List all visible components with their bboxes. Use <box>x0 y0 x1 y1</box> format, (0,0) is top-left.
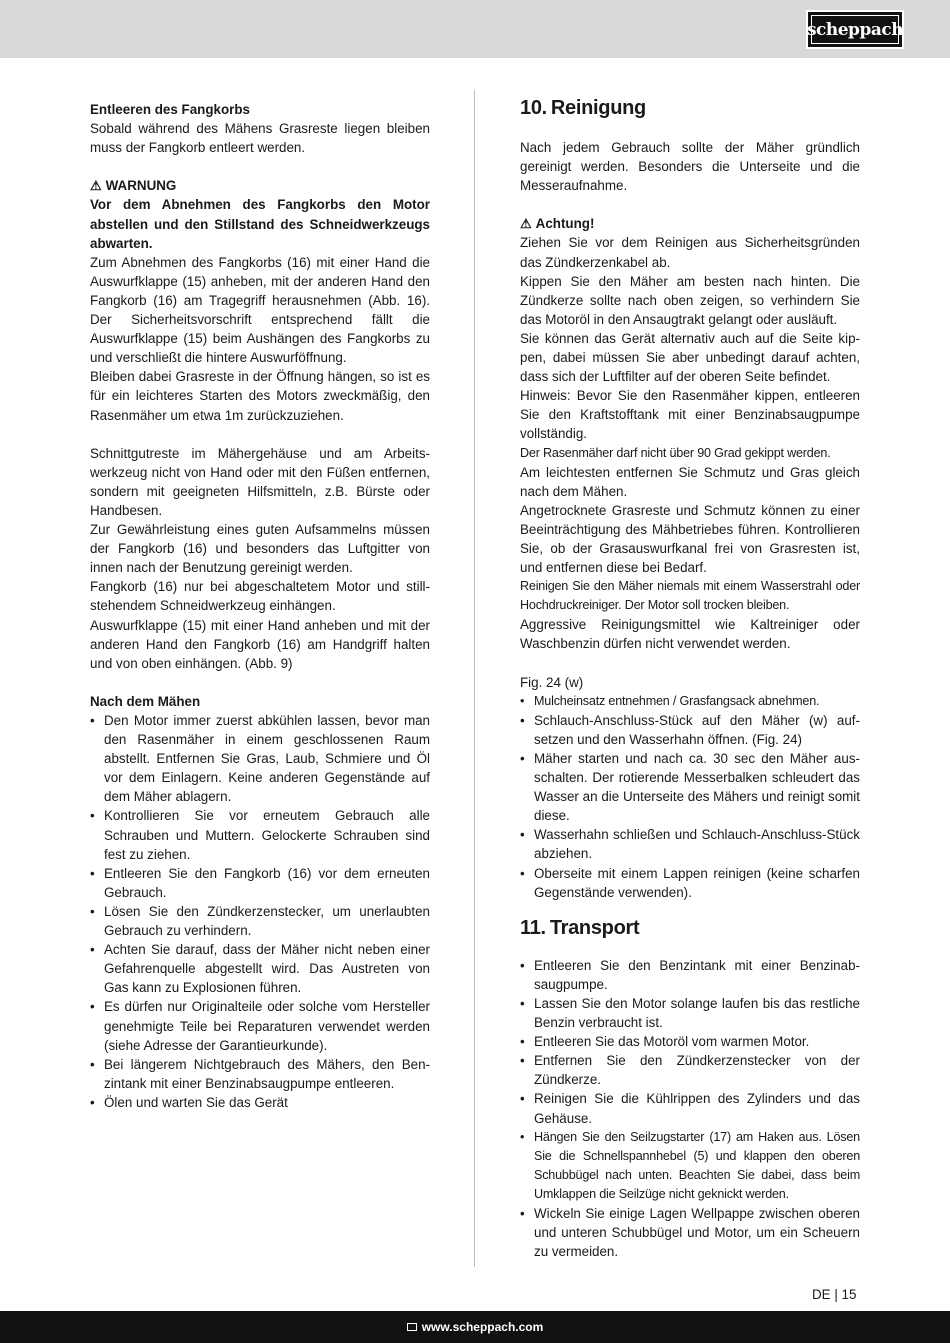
list-item: • Entleeren Sie das Motoröl vom warmen Motor. <box>520 1032 860 1051</box>
section-number: 11. <box>520 916 546 939</box>
attention-heading <box>520 214 860 233</box>
list-item: • Den Motor immer zuerst abkühlen lassen, bevor man den Rasenmäher in einem geschlossenen Raum abstellt. Entfernen Sie Gras, Laub, Schmiere und Öl vor dem Einlagern. Keine anderen Gegenstände auf dem Mäher ablagern. <box>90 711 430 806</box>
header-bar <box>0 0 950 58</box>
transport-list <box>520 956 860 1262</box>
list-item: • Entleeren Sie den Fangkorb (16) vor dem erneuten Gebrauch. <box>90 864 430 902</box>
paragraph: Zur Gewährleistung eines guten Aufsammelns müssen der Fangkorb (16) und besonders das Luftgitter von innen nach der Benutzung gereinigt werden. <box>90 522 430 576</box>
paragraph: Kippen Sie den Mäher am besten nach hinten. Die Zündkerze sollte nach oben zeigen, so verhindern Sie das Motoröl in den Ansaugtrakt gelangt oder ausläuft. <box>520 273 860 327</box>
paragraph: Hinweis: Bevor Sie den Rasenmäher kippen, entleeren Sie den Kraftstofftank mit einer Benzinabsaugpumpe vollständig. <box>520 388 860 442</box>
list-item: • Oberseite mit einem Lappen reinigen (keine scharfen Gegenstände verwenden). <box>520 864 860 902</box>
paragraph: Aggressive Reinigungsmittel wie Kaltreiniger oder Waschbenzin dürfen nicht verwendet werden. <box>520 617 860 652</box>
right-column <box>520 96 860 1261</box>
list-item: • Hängen Sie den Seilzugstarter (17) am Haken aus. Lösen Sie die Schnellspannhebel (5) und klappen den oberen Schubbügel nach unten. Beachten Sie dabei, dass beim Umklappen die Seilzüge nicht geknickt werden. <box>520 1128 860 1204</box>
paragraph: Schnittgutreste im Mähergehäuse und am Arbeitswerkzeug nicht von Hand oder mit den Füßen entfernen, sondern mit geeigneten Hilfsmitteln, z.B. Bürste oder Handbesen. <box>90 445 430 518</box>
paragraph: Ziehen Sie vor dem Reinigen aus Sicherheitsgründen das Zündkerzenkabel ab. <box>520 235 860 270</box>
warning-heading-text: WARNUNG <box>105 178 177 194</box>
website-link[interactable]: www.scheppach.com <box>421 1320 544 1334</box>
list-item: • Wickeln Sie einige Lagen Wellpappe zwischen oberen und unteren Schubbügel und Motor, um ein Scheuern zu vermeiden. <box>520 1204 860 1261</box>
paragraph: Reinigen Sie den Mäher niemals mit einem Wasserstrahl oder Hochdruckreiniger. Der Motor soll trocken bleiben. <box>520 579 860 613</box>
paragraph: Zum Abnehmen des Fangkorbs (16) mit einer Hand die Auswurfklappe (15) anheben, mit der anderen Hand den Fangkorb (16) am Tragegriff herausnehmen (Abb. 16). Der Sicherheitsvorschrift entsprechend fällt die Auswurfklappe (15) beim Aushängen des Fangkorbs zu und verschließt die hintere Auswurföffnung. <box>90 254 430 366</box>
brand-logo-text: scheppach <box>806 19 904 40</box>
paragraph: Auswurfklappe (15) mit einer Hand anheben und mit der anderen Hand den Fangkorb (16) am Handgriff halten und von oben einhängen. (Abb. 9) <box>90 617 430 671</box>
paragraph: Sie können das Gerät alternativ auch auf die Seite kippen, dabei müssen Sie aber unbedingt darauf achten, dass sich der Luftfilter auf der oberen Seite befindet. <box>520 330 860 385</box>
attention-heading-text: Achtung! <box>535 216 595 232</box>
list-item: • Bei längerem Nichtgebrauch des Mähers, den Benzintank mit einer Benzinabsaugpumpe entleeren. <box>90 1055 430 1093</box>
column-divider <box>474 90 475 1267</box>
list-item: • Lassen Sie den Motor solange laufen bis das restliche Benzin verbraucht ist. <box>520 994 860 1032</box>
brand-logo-frame <box>806 15 904 44</box>
paragraph: Am leichtesten entfernen Sie Schmutz und Gras gleich nach dem Mähen. <box>520 464 860 499</box>
after-mowing-list <box>90 711 430 1112</box>
list-item: • Entfernen Sie den Zündkerzenstecker von der Zündkerze. <box>520 1051 860 1089</box>
section-number: 10. <box>520 97 547 119</box>
section-title-after-mowing: Nach dem Mähen <box>90 693 201 709</box>
left-column <box>90 100 430 1112</box>
paragraph: Sobald während des Mähens Grasreste liegen bleiben muss der Fangkorb entleert werden. <box>90 121 430 156</box>
monitor-icon <box>407 1323 417 1331</box>
section-heading-cleaning <box>520 96 860 120</box>
paragraph: Fangkorb (16) nur bei abgeschaltetem Motor und stillstehendem Schneidwerkzeug einhängen. <box>90 579 430 614</box>
list-item: • Schlauch-Anschluss-Stück auf den Mäher (w) aufsetzen und den Wasserhahn öffnen. (Fig. 24) <box>520 711 860 749</box>
list-item: • Wasserhahn schließen und Schlauch-Anschluss-Stück abziehen. <box>520 825 860 863</box>
paragraph: Angetrocknete Grasreste und Schmutz können zu einer Beeinträchtigung des Mähbetriebes führen. Kontrollieren Sie, ob der Grasauswurfkanal frei von Grasresten ist, und entfernen diese bei Bedarf. <box>520 502 860 576</box>
section-heading-transport <box>520 916 860 940</box>
warning-heading <box>90 176 430 195</box>
section-heading-text: Transport <box>549 916 640 939</box>
list-item: • Es dürfen nur Originalteile oder solche vom Hersteller genehmigte Teile bei Reparaturen verwendet werden (siehe Adresse der Garantieurkunde). <box>90 997 430 1054</box>
section-heading-text: Reinigung <box>550 97 646 119</box>
footer-bar <box>0 1311 950 1343</box>
list-item: • Achten Sie darauf, dass der Mäher nicht neben einer Gefahrenquelle abgestellt wird. Das Austreten von Gas kann zu Explosionen führen. <box>90 940 430 997</box>
list-item: • Mulcheinsatz entnehmen / Grasfangsack abnehmen. <box>520 692 860 711</box>
figure-reference: Fig. 24 (w) <box>520 674 584 690</box>
list-item: • Kontrollieren Sie vor erneutem Gebrauch alle Schrauben und Muttern. Gelockerte Schrauben sind fest zu ziehen. <box>90 806 430 863</box>
paragraph: Der Rasenmäher darf nicht über 90 Grad gekippt werden. <box>520 445 831 460</box>
warning-triangle-icon: ⚠ <box>90 178 102 194</box>
paragraph: Nach jedem Gebrauch sollte der Mäher gründlich gereinigt werden. Besonders die Unterseite und die Messeraufnahme. <box>520 140 860 194</box>
list-item: • Entleeren Sie den Benzintank mit einer Benzinabsaugpumpe. <box>520 956 860 994</box>
warning-text: Vor dem Abnehmen des Fangkorbs den Motor abstellen und den Stillstand des Schneidwerkzeugs abwarten. <box>90 197 430 251</box>
paragraph: Bleiben dabei Grasreste in der Öffnung hängen, so ist es für ein leichteres Starten des Motors zweckmäßig, den Rasenmäher um etwa 1m zurückzuziehen. <box>90 369 430 423</box>
cleaning-steps-list <box>520 692 860 902</box>
list-item: • Ölen und warten Sie das Gerät <box>90 1093 430 1112</box>
list-item: • Reinigen Sie die Kühlrippen des Zylinders und das Gehäuse. <box>520 1089 860 1127</box>
list-item: • Lösen Sie den Zündkerzenstecker, um unerlaubten Gebrauch zu verhindern. <box>90 902 430 940</box>
brand-logo <box>806 10 904 49</box>
list-item: • Mäher starten und nach ca. 30 sec den Mäher ausschalten. Der rotierende Messerbalken schleudert das Wasser an die Unterseite des Mähers und reinigt somit diese. <box>520 749 860 825</box>
section-title-empty-catcher: Entleeren des Fangkorbs <box>90 102 250 117</box>
warning-triangle-icon: ⚠ <box>520 216 532 232</box>
page-number: DE | 15 <box>812 1287 857 1302</box>
